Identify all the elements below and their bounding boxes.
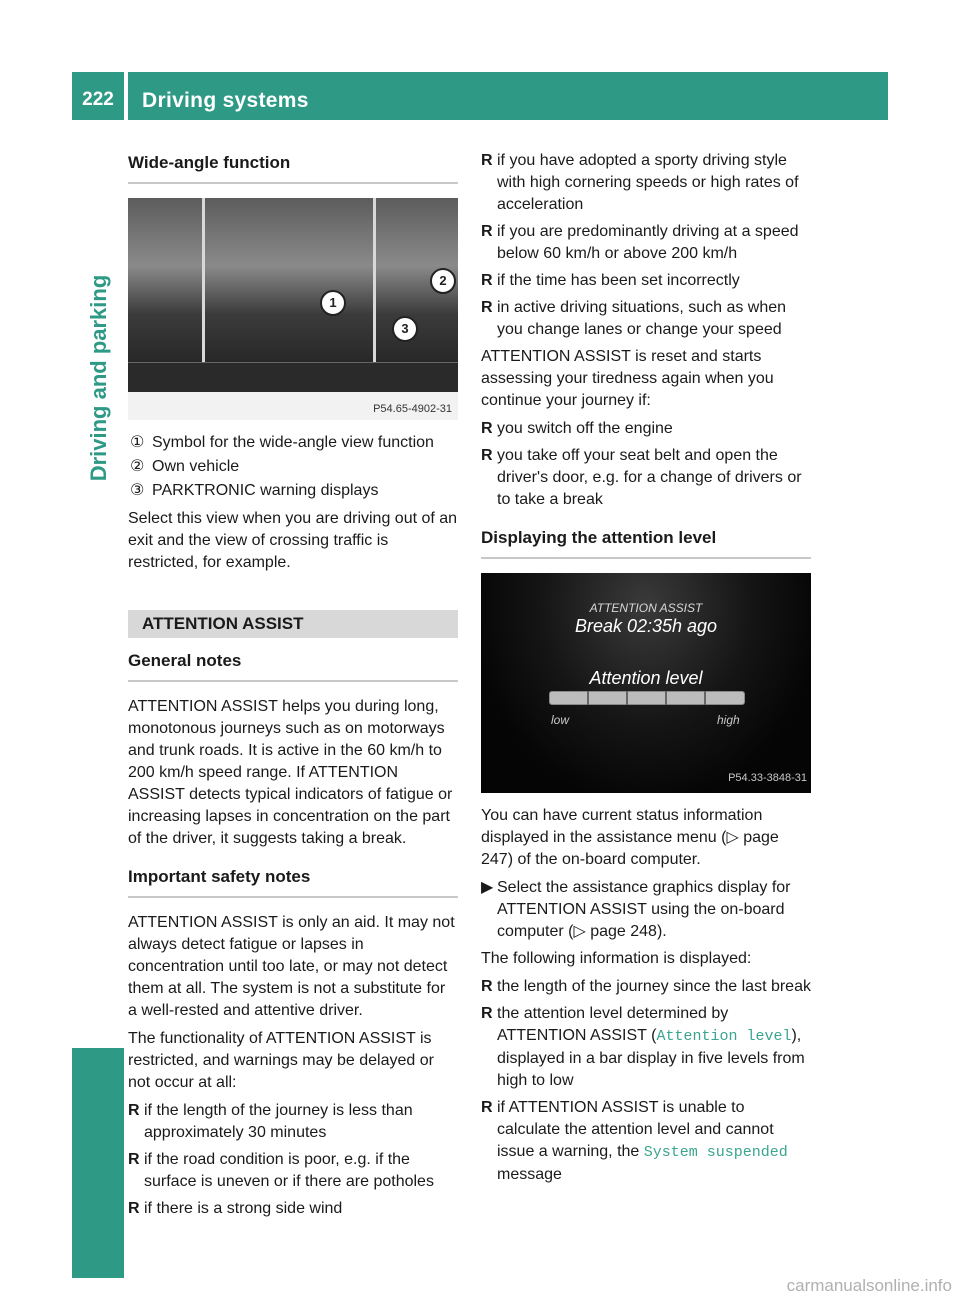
list-item [128,1100,458,1144]
list-item-text: the length of the journey since the last break [497,978,811,995]
status-paragraph: You can have current status information displayed in the assistance menu (▷ page 247) of the on-board computer. [481,807,779,868]
display-message-code: Attention level [656,1028,792,1045]
list-item [128,1198,458,1220]
safety-paragraph-2: The functionality of ATTENTION ASSIST is restricted, and warnings may be delayed or not occur at all: [128,1030,434,1091]
bullet-mark: R [481,420,493,437]
bullet-mark: R [481,152,493,169]
callout-3: 3 [392,316,418,342]
list-item [481,1097,811,1186]
page-number: 222 [82,89,114,110]
legend-item [128,456,458,478]
text-segment: ), displayed in a bar display in five levels from high to low [497,1027,805,1089]
list-item-text: you take off your seat belt and open the driver's door, e.g. for a change of drivers or to take a break [497,447,802,508]
list-item [481,1003,811,1092]
list-item-text: if the length of the journey is less than approximately 30 minutes [144,1102,413,1141]
safety-notes-heading: Important safety notes [128,864,458,898]
display-title: ATTENTION ASSIST [589,601,703,615]
bullet-mark: R [481,447,493,464]
wide-angle-heading: Wide-angle function [128,150,458,184]
view-divider-left [202,198,205,364]
safety-paragraph-1: ATTENTION ASSIST is only an aid. It may not always detect fatigue or lapses in concentration until too late, or may not detect them at all. The system is not a substitute for a well-rested and attentive driver. [128,914,455,1019]
watermark: carmanualsonline.info [786,1276,952,1295]
bullet-mark: R [481,223,493,240]
step-item [481,877,811,943]
bullet-mark: R [481,1005,493,1022]
left-column [128,150,458,1225]
list-item-text [497,1005,805,1089]
bar-low-label: low [551,713,570,727]
display-message-code: System suspended [643,1144,788,1161]
page-title: Driving systems [142,89,309,112]
bar-tick [704,691,706,705]
list-item [481,418,811,440]
reset-paragraph: ATTENTION ASSIST is reset and starts assessing your tiredness again when you continue your journey if: [481,348,774,409]
list-item [481,270,811,292]
bar-tick [587,691,589,705]
general-notes-heading: General notes [128,648,458,682]
list-item-text [497,1099,788,1183]
bar-high-label: high [717,713,740,727]
list-item-text: if the road condition is poor, e.g. if the surface is uneven or if there are potholes [144,1151,434,1190]
text-segment: the attention level determined by ATTENTION ASSIST ( [497,1005,729,1044]
legend-number: ① [130,434,145,451]
display-attention-label: Attention level [589,668,703,688]
camera-toolbar [128,362,458,393]
bullet-mark: R [481,1099,493,1116]
bullet-mark: R [481,978,493,995]
text-segment: if ATTENTION ASSIST is unable to calculate the attention level and cannot issue a warning, the [497,1099,774,1160]
section-title: ATTENTION ASSIST [128,610,458,638]
list-item [481,221,811,265]
side-chapter-label: Driving and parking [86,274,111,482]
legend-text: Symbol for the wide-angle view function [152,434,434,451]
list-item [481,976,811,998]
list-item [481,445,811,511]
text-segment: message [497,1166,562,1183]
side-tab [72,1048,124,1278]
right-column [481,150,811,1191]
bullet-mark: R [128,1151,140,1168]
bullet-mark: R [481,272,493,289]
callout-2: 2 [430,268,456,294]
step-arrow-icon: ▶ [481,879,494,896]
attention-level-bar [549,691,745,705]
list-item-text: if there is a strong side wind [144,1200,343,1217]
attention-level-heading: Displaying the attention level [481,525,811,559]
legend-item [128,432,458,454]
bullet-mark: R [128,1102,140,1119]
legend-item [128,480,458,502]
list-item [481,150,811,216]
following-paragraph: The following information is displayed: [481,950,752,967]
wide-angle-figure [128,198,458,420]
figure-reference: P54.33-3848-31 [728,772,807,784]
list-item-text: if you have adopted a sporty driving style with high cornering speeds or high rates of acceleration [497,152,799,213]
list-item-text: you switch off the engine [497,420,673,437]
select-view-paragraph: Select this view when you are driving out of an exit and the view of crossing traffic is restricted, for example. [128,510,458,571]
view-divider-right [373,198,376,364]
legend-number: ② [130,458,145,475]
list-item [481,297,811,341]
display-break-time: Break 02:35h ago [574,616,718,636]
list-item-text: in active driving situations, such as when you change lanes or change your speed [497,299,787,338]
bullet-mark: R [128,1200,140,1217]
bullet-mark: R [481,299,493,316]
list-item-text: if the time has been set incorrectly [497,272,740,289]
bar-tick [665,691,667,705]
general-notes-paragraph: ATTENTION ASSIST helps you during long, monotonous journeys such as on motorways and trunk roads. It is active in the 60 km/h to 200 km/h speed range. If ATTENTION ASSIST detects typical indicators of fatigue or increasing lapses in concentration on the part of the driver, it suggests taking a break. [128,698,453,847]
header-divider [124,72,128,120]
attention-level-figure [481,573,811,793]
list-item-text: if you are predominantly driving at a speed below 60 km/h or above 200 km/h [497,223,799,262]
step-text: Select the assistance graphics display for ATTENTION ASSIST using the on-board computer (▷ page 248). [497,879,791,940]
legend-text: PARKTRONIC warning displays [152,482,379,499]
bar-tick [626,691,628,705]
figure-reference: P54.65-4902-31 [373,403,452,415]
legend-number: ③ [130,482,145,499]
legend-text: Own vehicle [152,458,240,475]
list-item [128,1149,458,1193]
callout-1: 1 [320,290,346,316]
